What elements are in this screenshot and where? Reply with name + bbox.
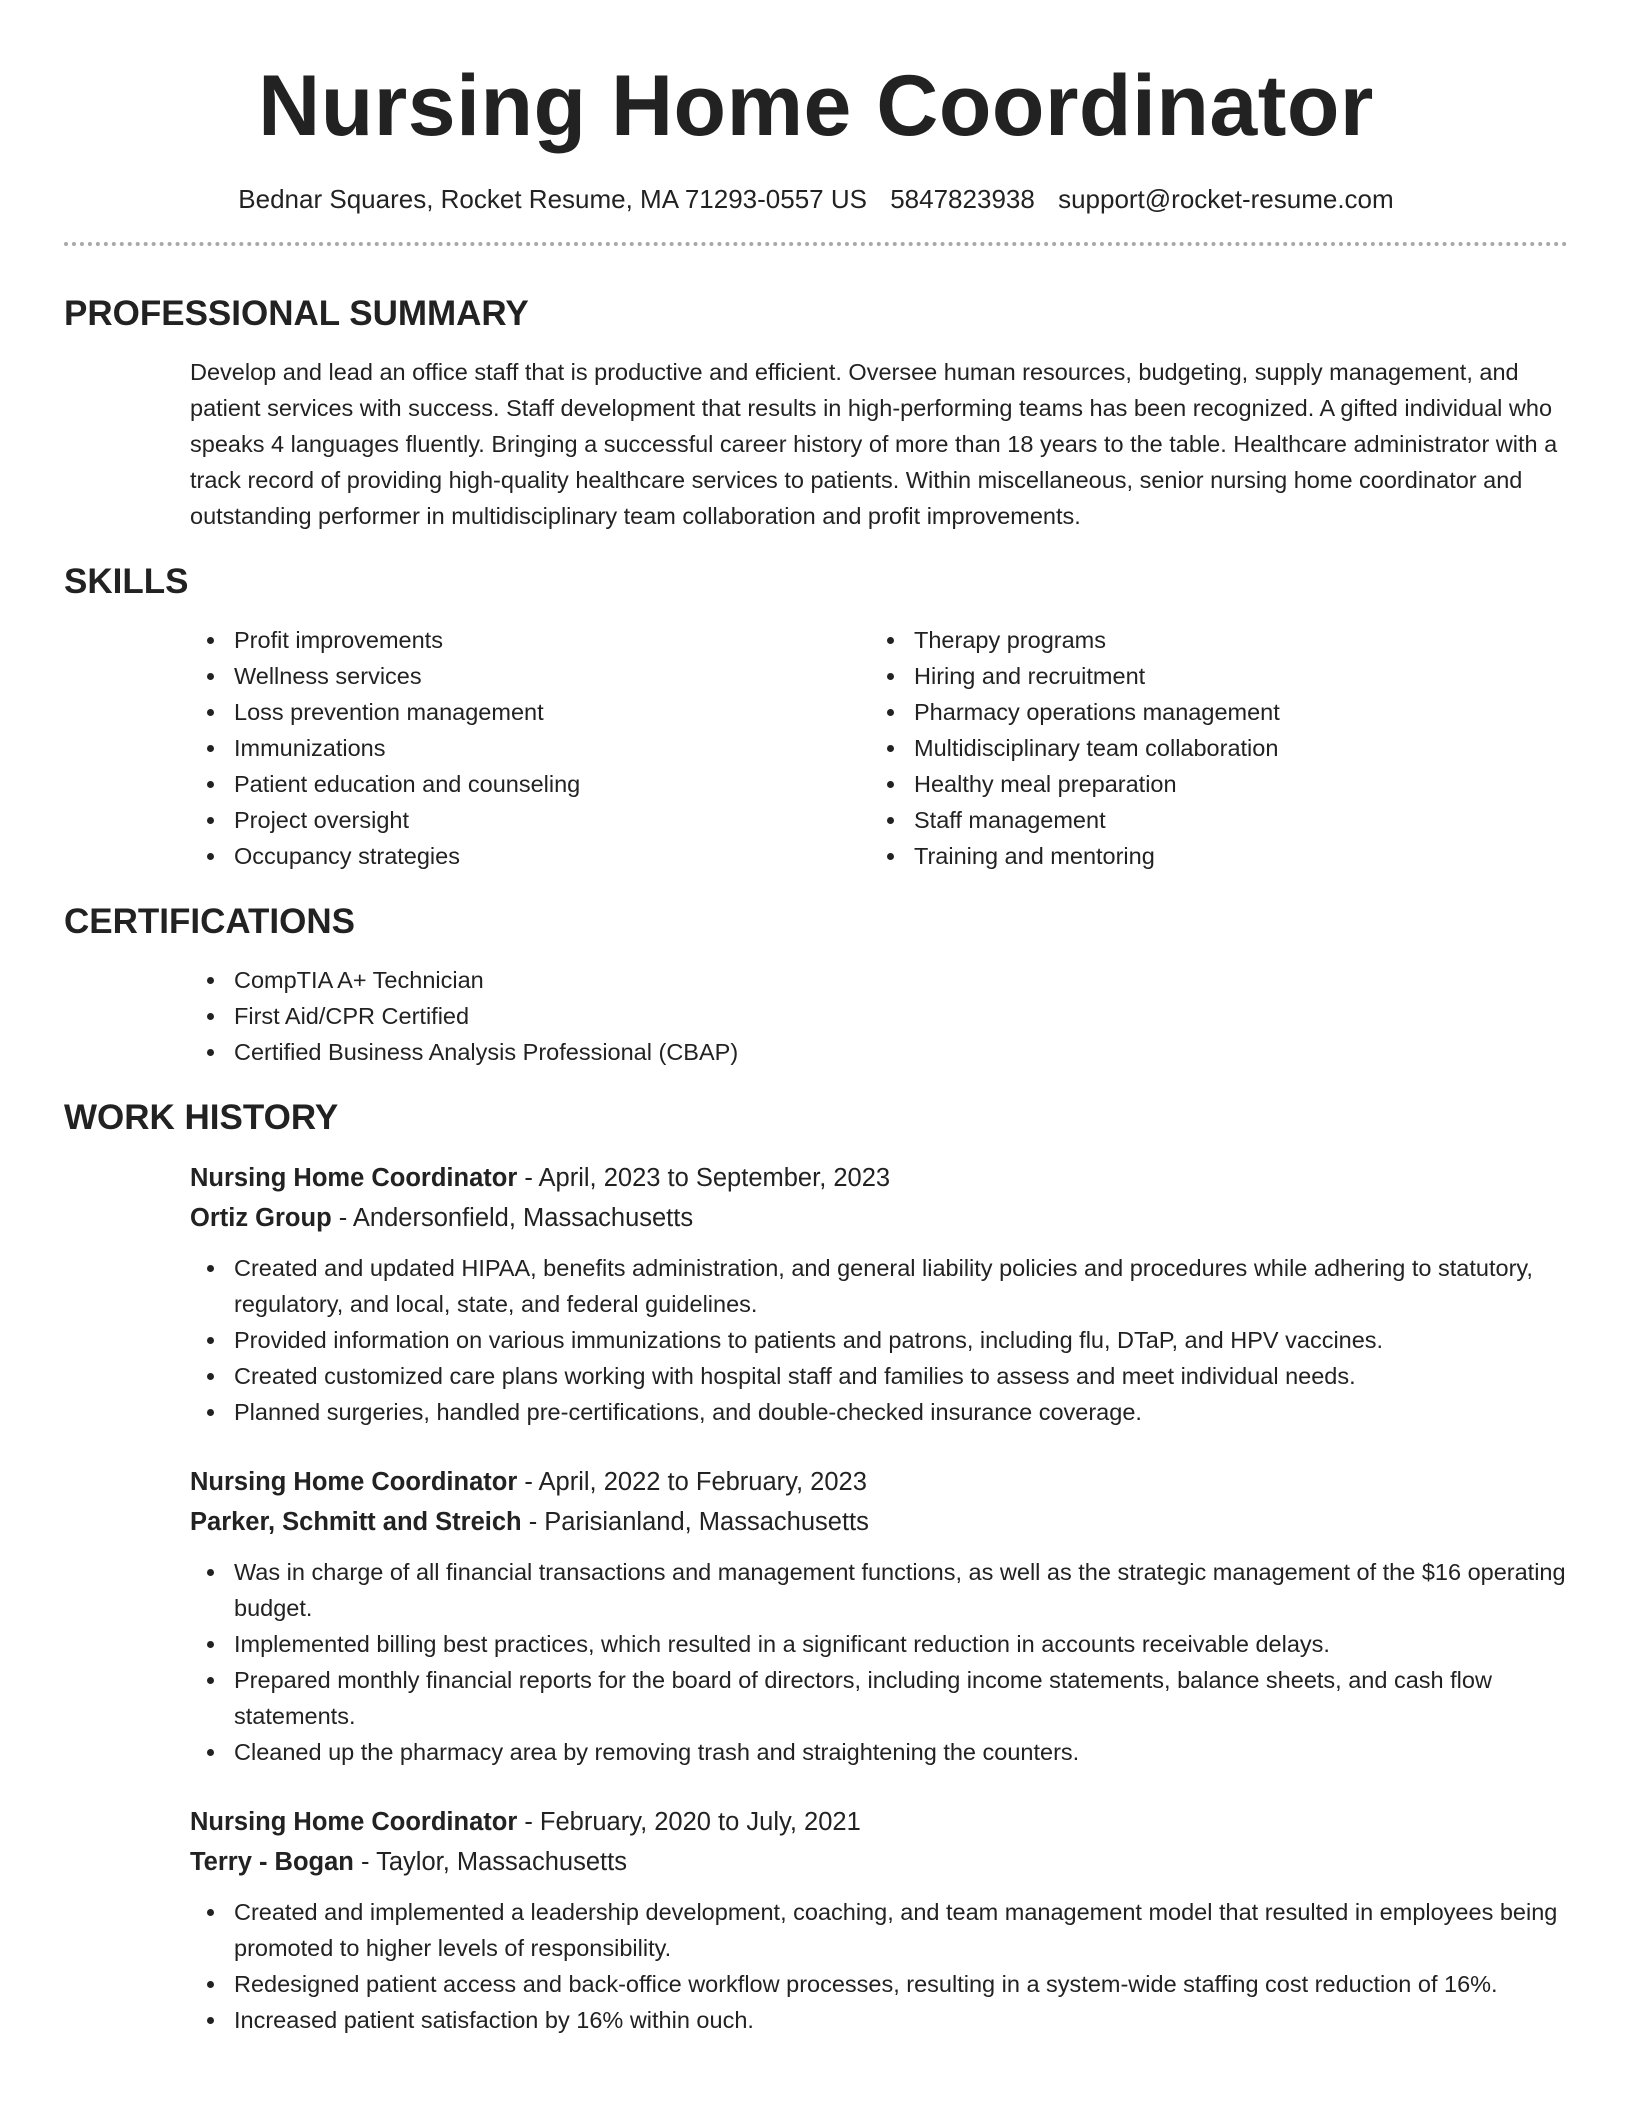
certification-item: Certified Business Analysis Professional (CBAP) bbox=[190, 1034, 1568, 1070]
job-entry bbox=[190, 1802, 1568, 2038]
skill-item: Staff management bbox=[870, 802, 1550, 838]
job-location: - Parisianland, Massachusetts bbox=[521, 1508, 869, 1536]
contact-line bbox=[64, 182, 1568, 216]
job-bullet: Created and implemented a leadership development, coaching, and team management model that resulted in employees being promoted to higher levels of responsibility. bbox=[190, 1894, 1568, 1966]
skill-item: Patient education and counseling bbox=[190, 766, 870, 802]
job-company: Parker, Schmitt and Streich bbox=[190, 1508, 522, 1536]
job-bullet: Prepared monthly financial reports for the board of directors, including income statements, balance sheets, and cash flow statements. bbox=[190, 1662, 1568, 1734]
job-entry bbox=[190, 1462, 1568, 1770]
job-role: Nursing Home Coordinator bbox=[190, 1164, 518, 1192]
contact-address: Bednar Squares, Rocket Resume, MA 71293-0557 US bbox=[238, 184, 867, 214]
job-bullet: Redesigned patient access and back-office workflow processes, resulting in a system-wide staffing cost reduction of 16%. bbox=[190, 1966, 1568, 2002]
job-company-line bbox=[190, 1842, 1568, 1882]
job-dates: - April, 2022 to February, 2023 bbox=[517, 1468, 867, 1496]
job-bullet: Created and updated HIPAA, benefits administration, and general liability policies and procedures while adhering to statutory, regulatory, and local, state, and federal guidelines. bbox=[190, 1250, 1568, 1322]
job-bullet: Planned surgeries, handled pre-certifications, and double-checked insurance coverage. bbox=[190, 1394, 1568, 1430]
job-company-line bbox=[190, 1502, 1568, 1542]
resume-name: Nursing Home Coordinator bbox=[258, 58, 1374, 154]
job-bullet-list bbox=[190, 1554, 1568, 1770]
skills-heading: SKILLS bbox=[64, 562, 189, 601]
job-company: Ortiz Group bbox=[190, 1204, 332, 1232]
certifications-list bbox=[190, 962, 1568, 1070]
summary-text: Develop and lead an office staff that is productive and efficient. Oversee human resources, budgeting, supply management, and patient services with success. Staff development that results in high-performing teams has been recognized. A gifted individual who speaks 4 languages fluently. Bringing a successful career history of more than 18 years to the table. Healthcare administrator with a track record of providing high-quality healthcare services to patients. Within miscellaneous, senior nursing home coordinator and outstanding performer in multidisciplinary team collaboration and profit improvements. bbox=[190, 359, 1558, 529]
skills-grid bbox=[190, 622, 1568, 874]
skills-list-right bbox=[870, 622, 1550, 874]
certifications-heading: CERTIFICATIONS bbox=[64, 902, 356, 941]
job-bullet: Provided information on various immunizations to patients and patrons, including flu, DTaP, and HPV vaccines. bbox=[190, 1322, 1568, 1358]
skills-column-right bbox=[870, 622, 1550, 874]
job-company-line bbox=[190, 1198, 1568, 1238]
job-company: Terry - Bogan bbox=[190, 1848, 354, 1876]
job-bullet-list bbox=[190, 1250, 1568, 1430]
job-role: Nursing Home Coordinator bbox=[190, 1468, 518, 1496]
header-divider bbox=[64, 242, 1568, 246]
contact-email: support@rocket-resume.com bbox=[1058, 184, 1394, 214]
skill-item: Immunizations bbox=[190, 730, 870, 766]
job-dates: - February, 2020 to July, 2021 bbox=[517, 1808, 861, 1836]
job-role: Nursing Home Coordinator bbox=[190, 1808, 518, 1836]
job-title-line bbox=[190, 1802, 1568, 1842]
skill-item: Training and mentoring bbox=[870, 838, 1550, 874]
skill-item: Pharmacy operations management bbox=[870, 694, 1550, 730]
job-location: - Andersonfield, Massachusetts bbox=[331, 1204, 694, 1232]
summary-heading: PROFESSIONAL SUMMARY bbox=[64, 294, 529, 333]
job-title-line bbox=[190, 1158, 1568, 1198]
skills-column-left bbox=[190, 622, 870, 874]
certification-item: First Aid/CPR Certified bbox=[190, 998, 1568, 1034]
job-bullet-list bbox=[190, 1894, 1568, 2038]
skill-item: Wellness services bbox=[190, 658, 870, 694]
skill-item: Profit improvements bbox=[190, 622, 870, 658]
contact-phone: 5847823938 bbox=[890, 184, 1035, 214]
skill-item: Healthy meal preparation bbox=[870, 766, 1550, 802]
skills-list-left bbox=[190, 622, 870, 874]
job-dates: - April, 2023 to September, 2023 bbox=[517, 1164, 891, 1192]
job-bullet: Implemented billing best practices, which resulted in a significant reduction in accounts receivable delays. bbox=[190, 1626, 1568, 1662]
job-location: - Taylor, Massachusetts bbox=[353, 1848, 627, 1876]
job-bullet: Was in charge of all financial transactions and management functions, as well as the strategic management of the $16 operating budget. bbox=[190, 1554, 1568, 1626]
job-title-line bbox=[190, 1462, 1568, 1502]
work-history-heading: WORK HISTORY bbox=[64, 1098, 339, 1137]
skill-item: Multidisciplinary team collaboration bbox=[870, 730, 1550, 766]
skill-item: Therapy programs bbox=[870, 622, 1550, 658]
skill-item: Loss prevention management bbox=[190, 694, 870, 730]
skill-item: Project oversight bbox=[190, 802, 870, 838]
skill-item: Hiring and recruitment bbox=[870, 658, 1550, 694]
certification-item: CompTIA A+ Technician bbox=[190, 962, 1568, 998]
skill-item: Occupancy strategies bbox=[190, 838, 870, 874]
job-entry bbox=[190, 1158, 1568, 1430]
job-bullet: Increased patient satisfaction by 16% within ouch. bbox=[190, 2002, 1568, 2038]
job-bullet: Created customized care plans working with hospital staff and families to assess and meet individual needs. bbox=[190, 1358, 1568, 1394]
job-bullet: Cleaned up the pharmacy area by removing trash and straightening the counters. bbox=[190, 1734, 1568, 1770]
